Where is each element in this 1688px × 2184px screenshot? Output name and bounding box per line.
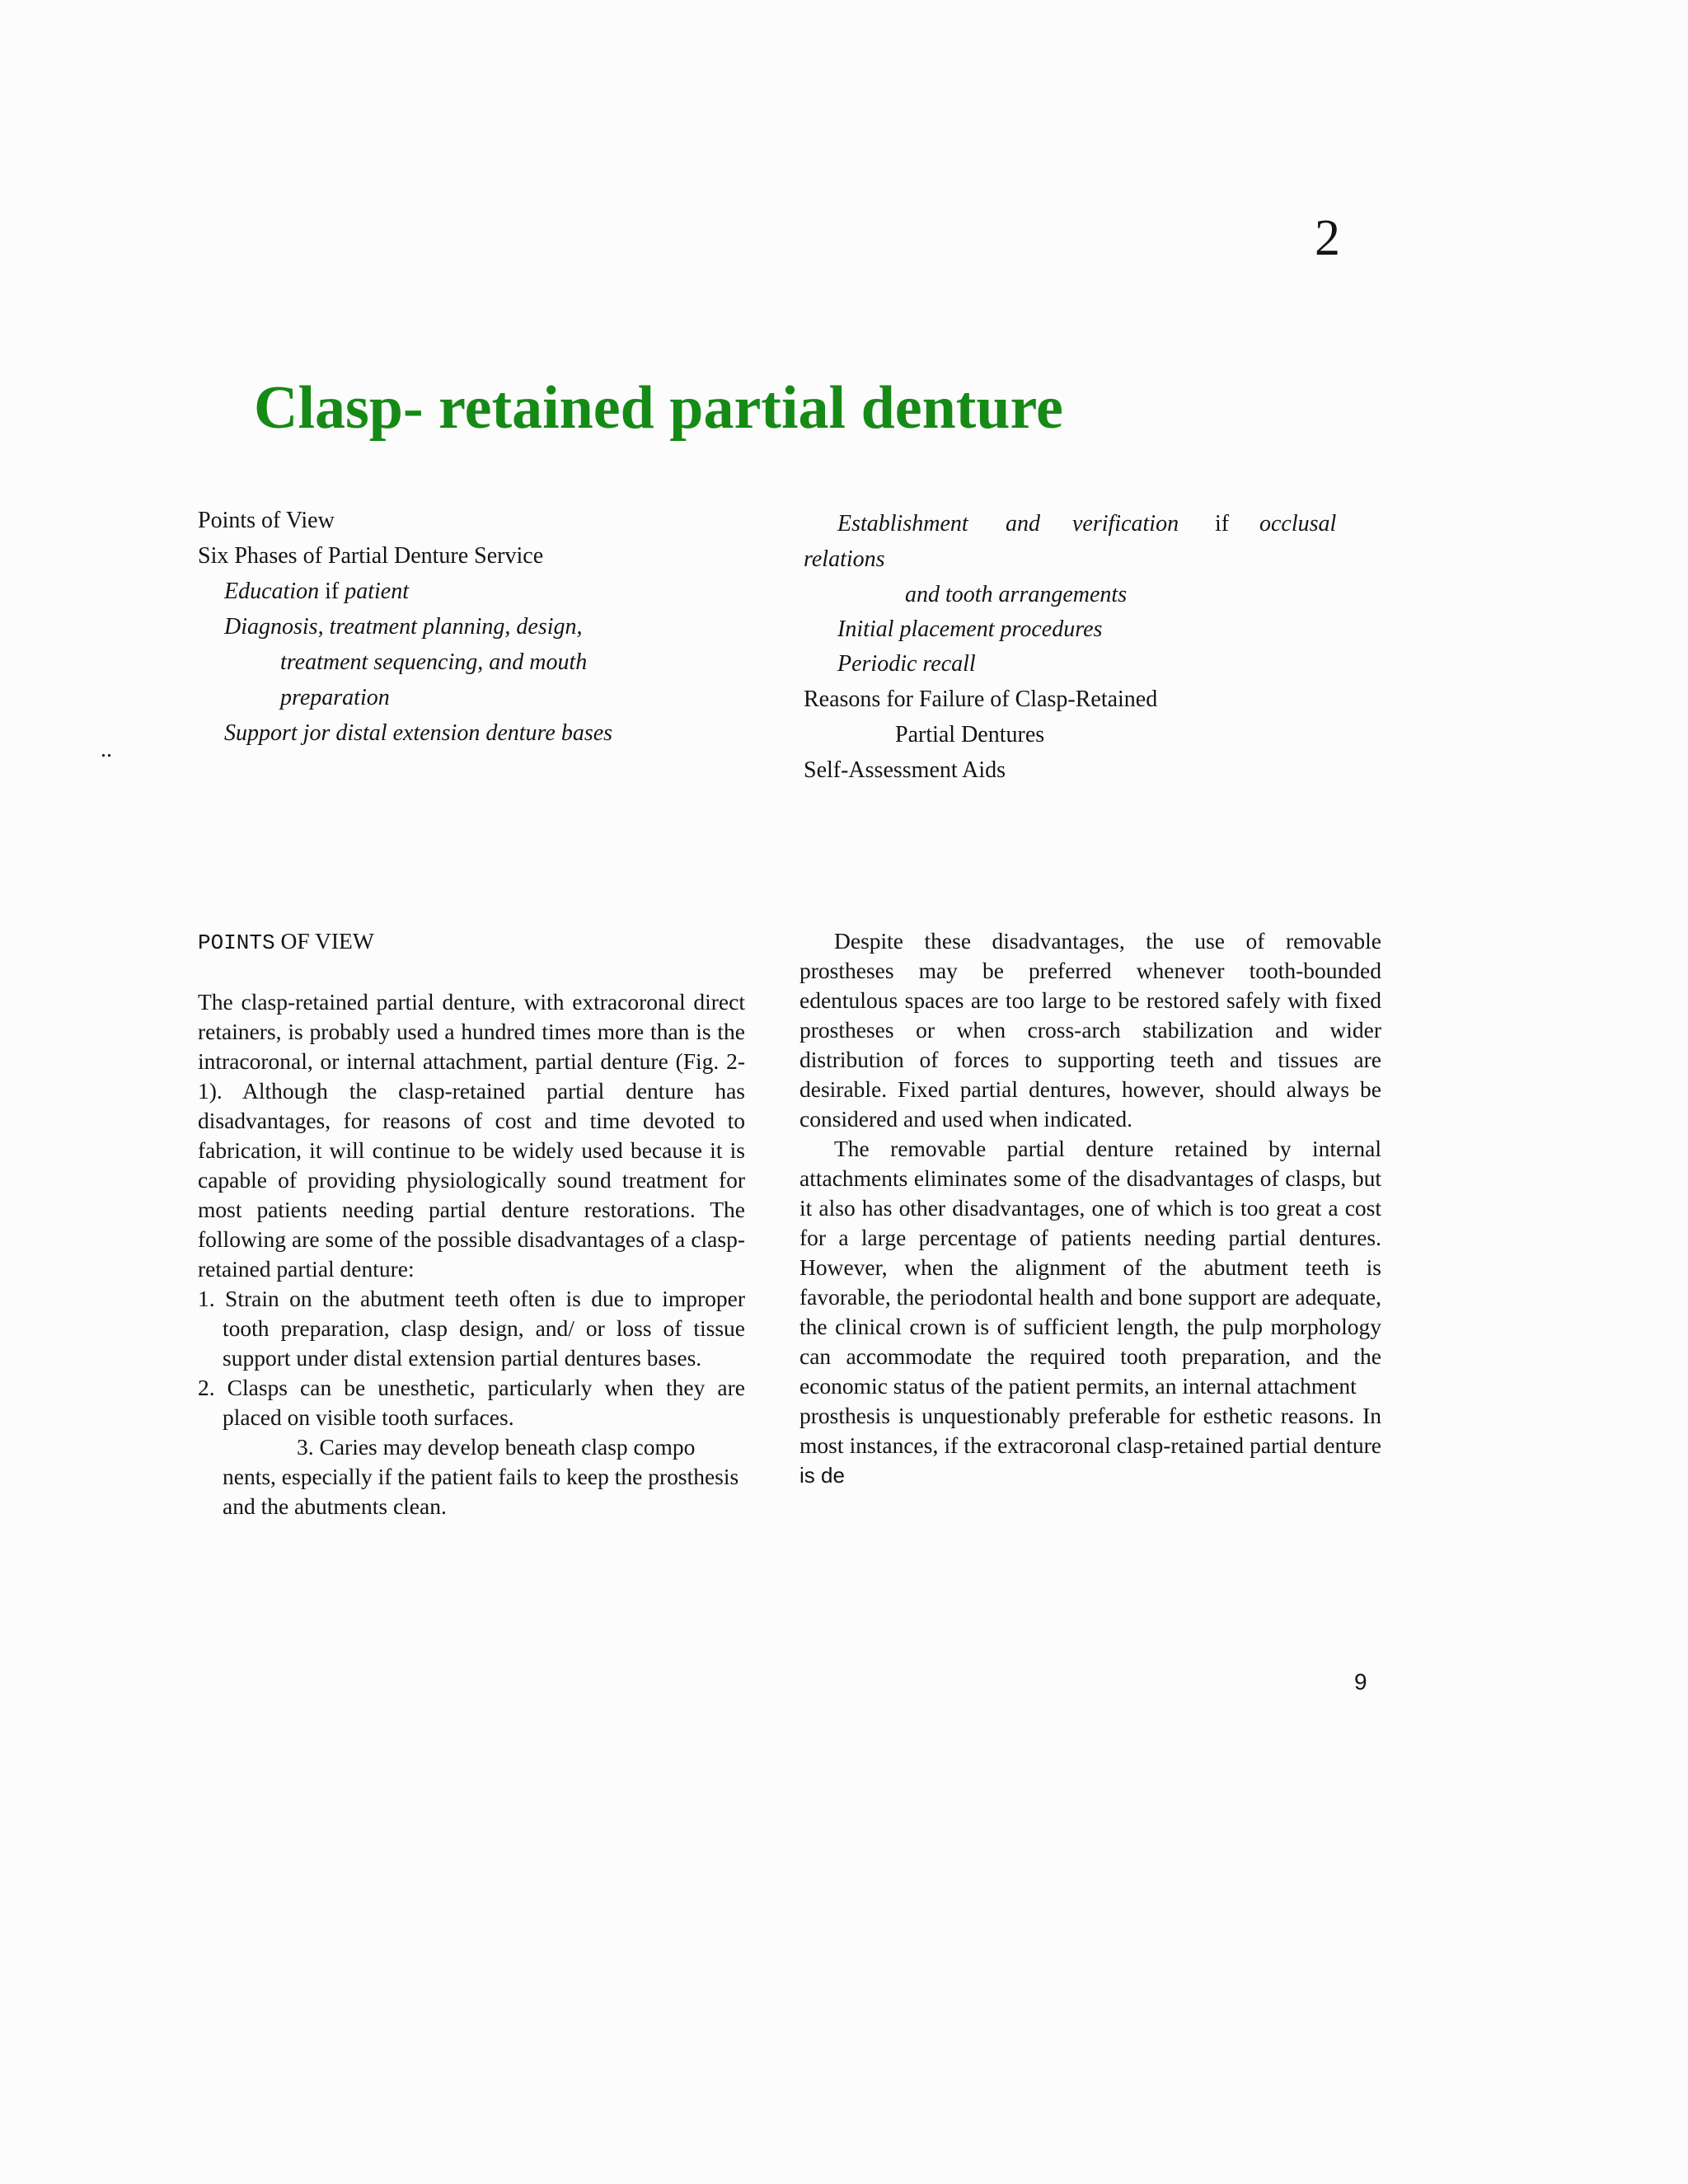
list-item: 1. Strain on the abutment teeth often is due to improper tooth preparation, clasp design, and/ or loss of tissue support under distal extension partial dentures bases. (198, 1286, 745, 1371)
outline-item-diagnosis-cont: preparation (280, 685, 390, 710)
outline-item-establishment-cont: and tooth arrangements (905, 582, 1128, 607)
list-item-continuation: nents, especially if the patient fails to keep the prosthesis and the abutments clean. (223, 1464, 739, 1519)
outline-text: if (325, 579, 340, 604)
paragraph (799, 1401, 1381, 1490)
outline-item-initial-placement: Initial placement procedures (837, 616, 1103, 642)
outline-item-diagnosis-cont: treatment sequencing, and mouth (280, 649, 588, 675)
outline-text: patient (345, 579, 409, 604)
outline-item-establishment-cont: relations (804, 546, 885, 572)
paragraph: The removable partial denture retained by internal attachments eliminates some of the disadvantages of clasps, but it also has other disadvantages, one of which is too great a cost for a large percentage of patients needing partial dentures. However, when the alignment of the abutment teeth is favorable, the periodontal health and bone support are adequate, the clinical crown is of sufficient length, the pulp morphology can accommodate the required tooth preparation, and the economic status of the patient permits, an internal attachment (799, 1136, 1381, 1399)
outline-item-periodic-recall: Periodic recall (837, 651, 976, 677)
outline-item-reasons-cont: Partial Dentures (895, 722, 1045, 748)
outline-word: verification (1072, 511, 1179, 537)
outline-item-points-of-view: Points of View (198, 508, 335, 533)
outline-item-self-assessment: Self-Assessment Aids (804, 757, 1006, 783)
chapter-number: 2 (1315, 210, 1340, 266)
paragraph-text: prosthesis is unquestionably preferable for esthetic reasons. In most instances, if the extracoronal clasp-retained partial denture (799, 1403, 1381, 1458)
outline-word: if (1215, 511, 1230, 537)
stray-mark: .. (101, 737, 112, 762)
section-heading-part: POINTS (198, 930, 275, 955)
outline-item-education (224, 580, 409, 603)
chapter-title: Clasp- retained partial denture (254, 374, 1063, 442)
paragraph-tail: is de (799, 1463, 845, 1488)
outline-word: Establishment (837, 511, 968, 537)
outline-item-six-phases: Six Phases of Partial Denture Service (198, 543, 544, 569)
body-column-left (198, 926, 745, 1521)
paragraph: The clasp-retained partial denture, with extracoronal direct retainers, is probably used a hundred times more than is the intracoronal, or internal attachment, partial denture (Fig. 2-1). Although the clasp-retained partial denture has disadvantages, for reasons of cost and time devoted to fabrication, it will continue to be widely used because it is capable of providing physiologically sound treatment for most patients needing partial denture restorations. The following are some of the possible disadvantages of a clasp-retained partial denture: (198, 989, 745, 1282)
outline-word: and (1006, 511, 1040, 537)
outline-word: occlusal (1259, 511, 1337, 537)
outline-item-diagnosis: Diagnosis, treatment planning, design, (224, 614, 583, 640)
outline-item-reasons: Reasons for Failure of Clasp-Retained (804, 687, 1158, 712)
section-heading (198, 926, 745, 958)
page-number: 9 (1354, 1669, 1367, 1694)
list-item: 2. Clasps can be unesthetic, particularly when they are placed on visible tooth surfaces. (198, 1375, 745, 1430)
list-item: 3. Caries may develop beneath clasp compo (297, 1434, 696, 1460)
body-column-right (799, 926, 1381, 1490)
outline-text: Education (224, 579, 320, 604)
paragraph: Despite these disadvantages, the use of removable prostheses may be preferred whenever tooth-bounded edentulous spaces are too large to be restored safely with fixed prostheses or when cross-arch stabilization and wider distribution of forces to supporting teeth and tissues are desirable. Fixed partial dentures, however, should always be considered and used when indicated. (799, 928, 1381, 1132)
outline-item-support: Support jor distal extension denture bases (224, 720, 613, 746)
section-heading-part: OF VIEW (280, 928, 374, 954)
